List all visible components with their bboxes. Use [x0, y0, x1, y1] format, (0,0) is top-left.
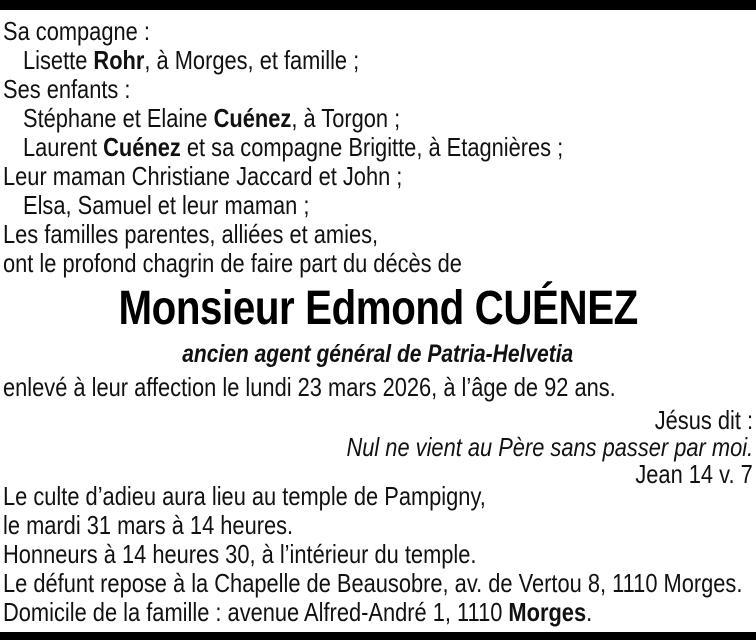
text-line — [3, 191, 756, 220]
text-line — [3, 511, 756, 540]
ceremony-details — [0, 482, 756, 627]
text-line — [3, 133, 756, 162]
text-line — [0, 407, 753, 434]
emphasized-name: Cuénez — [213, 103, 292, 133]
text-line — [3, 220, 756, 249]
deceased-name-row — [0, 283, 756, 335]
text-line — [3, 540, 756, 569]
text-segment: Domicile de la famille : avenue Alfred-André 1, 1110 — [3, 597, 509, 627]
text-segment: Le défunt repose à la Chapelle de Beausobre, av. de Vertou 8, 1110 Morges. — [3, 568, 743, 598]
text-line — [3, 17, 756, 46]
top-border-bar — [0, 0, 756, 10]
text-line-content — [3, 17, 150, 46]
text-segment: Jean 14 v. 7 — [635, 459, 753, 489]
text-line — [3, 598, 756, 627]
text-line-content — [3, 511, 293, 540]
text-segment: Lisette — [23, 45, 94, 75]
text-segment: Ses enfants : — [3, 74, 131, 104]
text-segment: Leur maman Christiane Jaccard et John ; — [3, 161, 403, 191]
text-line-content — [3, 75, 130, 104]
text-segment: Les familles parentes, alliées et amies, — [3, 219, 379, 249]
text-line-content — [23, 46, 359, 75]
bottom-border-bar — [0, 632, 756, 640]
death-announcement-line — [0, 373, 756, 402]
text-segment: Jésus dit : — [654, 405, 753, 435]
text-line — [3, 569, 756, 598]
text-line-content — [23, 133, 563, 162]
family-intro — [0, 17, 756, 278]
text-line — [3, 46, 756, 75]
text-line — [3, 249, 756, 278]
text-segment: Sa compagne : — [3, 16, 150, 46]
text-line — [3, 162, 756, 191]
text-line-content — [3, 249, 462, 278]
emphasized-name: Cuénez — [103, 132, 181, 162]
text-segment: . — [586, 597, 593, 627]
text-line-content — [3, 598, 592, 627]
text-segment: Elsa, Samuel et leur maman ; — [23, 190, 310, 220]
text-segment: Stéphane et Elaine — [23, 103, 214, 133]
text-segment: Le culte d’adieu aura lieu au temple de Pampigny, — [3, 481, 486, 511]
text-line-content — [3, 220, 378, 249]
text-line-content — [23, 104, 400, 133]
text-line-content — [3, 540, 476, 569]
text-line — [3, 75, 756, 104]
text-line-content — [655, 407, 753, 434]
text-line-content — [3, 482, 486, 511]
deceased-role: ancien agent général de Patria-Helvetia — [182, 340, 574, 368]
text-segment: Nul ne vient au Père sans passer par moi. — [346, 432, 753, 462]
text-segment: Honneurs à 14 heures 30, à l’intérieur du temple. — [3, 539, 477, 569]
deceased-role-row — [0, 341, 756, 368]
emphasized-name: Morges — [508, 597, 587, 627]
text-line — [3, 104, 756, 133]
text-line-content — [636, 461, 753, 488]
emphasized-name: Rohr — [93, 45, 145, 75]
text-segment: Laurent — [23, 132, 104, 162]
scripture-quote — [0, 407, 756, 488]
text-segment: , à Morges, et famille ; — [144, 45, 360, 75]
deceased-name: Monsieur Edmond CUÉNEZ — [118, 282, 638, 335]
text-segment: ont le profond chagrin de faire part du décès de — [3, 248, 462, 278]
text-line-content — [346, 434, 753, 461]
text-line — [0, 434, 753, 461]
text-line-content — [3, 569, 742, 598]
death-announcement-text: enlevé à leur affection le lundi 23 mars 2026, à l’âge de 92 ans. — [3, 372, 616, 402]
text-line-content — [23, 191, 309, 220]
text-segment: le mardi 31 mars à 14 heures. — [3, 510, 294, 540]
text-segment: et sa compagne Brigitte, à Etagnières ; — [180, 132, 564, 162]
text-segment: , à Torgon ; — [291, 103, 401, 133]
text-line-content — [3, 162, 402, 191]
